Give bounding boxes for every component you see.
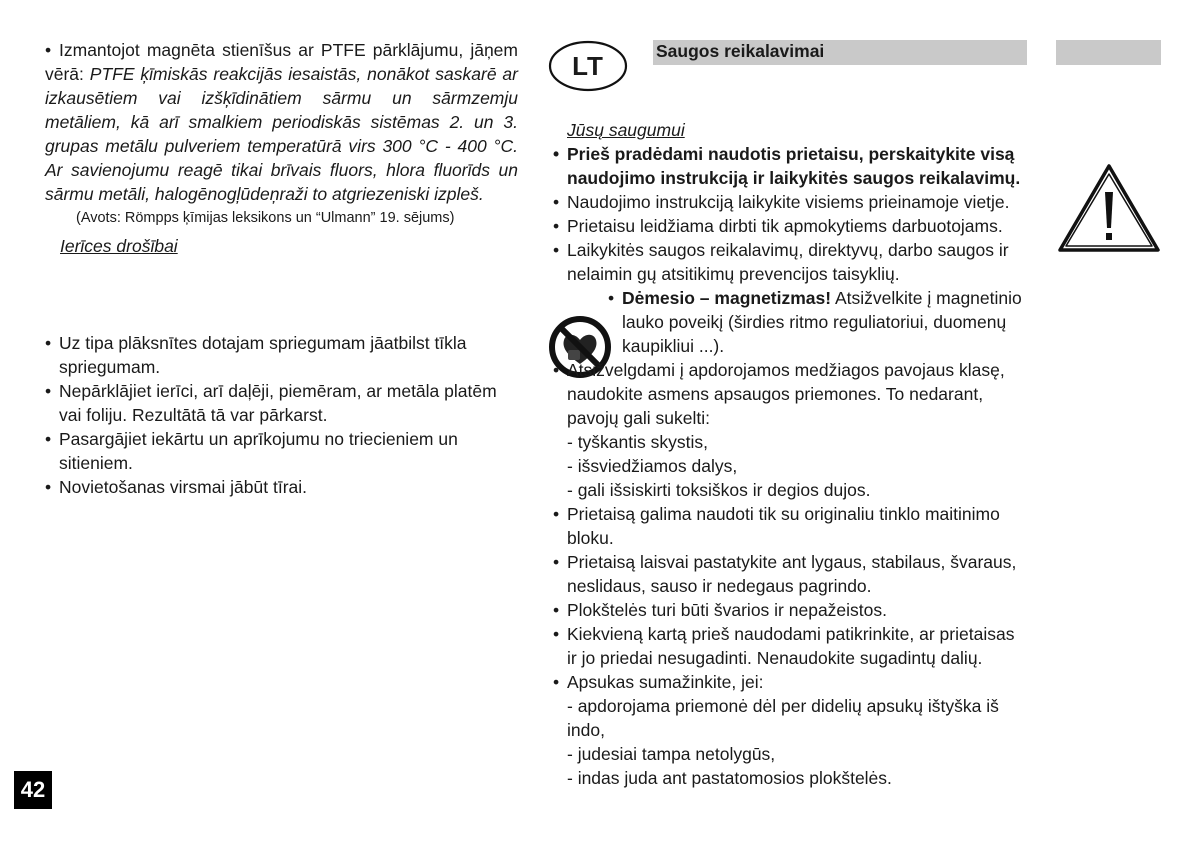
- ptfe-bullet: [45, 38, 518, 206]
- right-column: [553, 118, 1028, 790]
- list-item: • Prietaisą laisvai pastatykite ant lygaus, stabilaus, švaraus, neslidaus, sauso ir nedegaus pagrindo.: [553, 550, 1028, 598]
- list-item: • Laikykitės saugos reikalavimų, direktyvų, darbo saugos ir nelaimin gų atsitikimų prevencijos taisyklių.: [553, 238, 1028, 286]
- list-item: • Nepārklājiet ierīci, arī daļēji, piemēram, ar metāla platēm vai foliju. Rezultātā tā var pārkarst.: [45, 379, 518, 427]
- read-manual-bullet: • Prieš pradėdami naudotis prietaisu, perskaitykite visą naudojimo instrukciją ir laikykitės saugos reikalavimų.: [553, 142, 1028, 190]
- list-item: - judesiai tampa netolygūs,: [567, 744, 776, 764]
- page-number: 42: [14, 771, 52, 809]
- list-item: • Pasargājiet iekārtu un aprīkojumu no triecieniem un sitieniem.: [45, 427, 518, 475]
- list-item: • Novietošanas virsmai jābūt tīrai.: [45, 475, 518, 499]
- warning-triangle-icon: [1057, 162, 1161, 254]
- list-item: - išsviedžiamos dalys,: [567, 456, 738, 476]
- list-item: • Naudojimo instrukciją laikykite visiems prieinamoje vietje.: [553, 190, 1028, 214]
- magnetism-warning: • Dėmesio – magnetizmas! Atsižvelkite į magnetinio lauko poveikį (širdies ritmo reguliatoriui, duomenų kaupikliui ...).: [608, 288, 1022, 356]
- list-item: • Plokštelės turi būti švarios ir nepažeistos.: [553, 598, 1028, 622]
- list-item: - indas juda ant pastatomosios plokštelės.: [567, 768, 892, 788]
- language-badge: LT: [572, 50, 604, 81]
- ptfe-bullet-italic: PTFE ķīmiskās reakcijās iesaistās, nonākot saskarē ar izkausētiem vai izšķīdinātiem sārmu un sārmzemju metāliem, kā arī smalkiem periodiskās sistēmas 2. un 3. grupas metālu pulveriem temperatūrā virs 300 °C - 400 °C. Ar savienojumu reagē tikai brīvais fluors, hlora fluorīds un sārmu metāli, halogēnogļūdeņraži to atgriezeniski izpleš.: [45, 64, 518, 204]
- source-note: (Avots: Römpps ķīmijas leksikons un “Ulmann” 19. sējums): [76, 210, 455, 226]
- list-item: - apdorojama priemonė dėl per didelių apsukų ištyška iš indo,: [567, 696, 999, 740]
- decorative-bar: [1056, 40, 1161, 65]
- section-title: Saugos reikalavimai: [653, 40, 1027, 65]
- ptfe-bullet-lead: Izmantojot magnēta stienīšus ar PTFE pārklājumu, jāņem vērā:: [45, 40, 518, 84]
- ppe-bullet: • Atsižvelgdami į apdorojamos medžiagos pavojaus klasę, naudokite asmens apsaugos priemones. To nedarant, pavojų gali sukelti:: [553, 358, 1028, 430]
- list-item: - tyškantis skystis,: [567, 432, 708, 452]
- left-column: [45, 38, 518, 499]
- magnetism-warning-title: Dėmesio – magnetizmas!: [622, 288, 832, 308]
- list-item: • Kiekvieną kartą prieš naudodami patikrinkite, ar prietaisas ir jo priedai nesugadinti. Nenaudokite sugadintų dalių.: [553, 622, 1028, 670]
- list-item: • Prietaisu leidžiama dirbti tik apmokytiems darbuotojams.: [553, 214, 1028, 238]
- list-item: - gali išsiskirti toksiškos ir degios dujos.: [567, 480, 871, 500]
- list-item: • Uz tipa plāksnītes dotajam spriegumam jāatbilst tīkla spriegumam.: [45, 331, 518, 379]
- device-safety-heading: Ierīces drošībai: [60, 236, 178, 256]
- your-safety-heading: Jūsų saugumui: [567, 120, 685, 140]
- magnetism-warning-text: Atsižvelkite į magnetinio lauko poveikį (širdies ritmo reguliatoriui, duomenų kaupikliui ...).: [622, 288, 1022, 356]
- list-item: • Apsukas sumažinkite, jei:: [553, 670, 1028, 694]
- list-item: • Prietaisą galima naudoti tik su originaliu tinklo maitinimo bloku.: [553, 502, 1028, 550]
